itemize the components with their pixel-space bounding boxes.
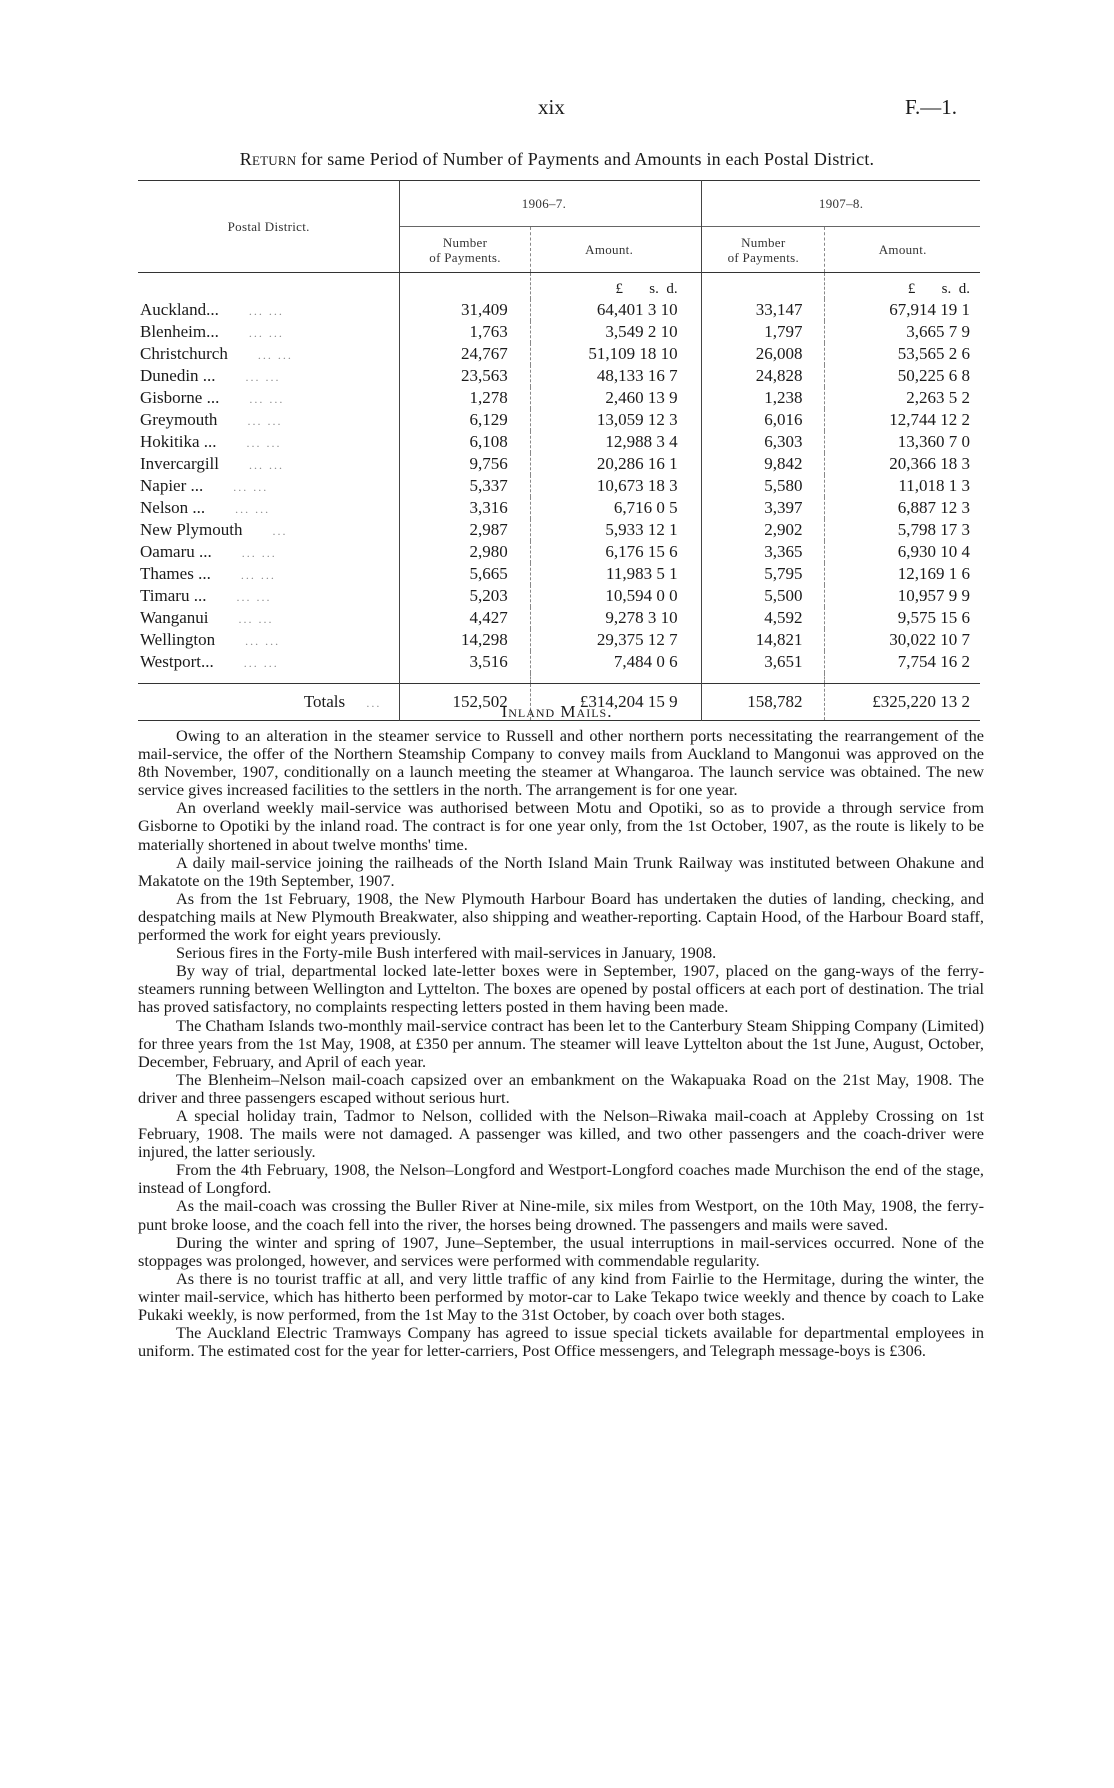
paragraph: As the mail-coach was crossing the Buller River at Nine-mile, six miles from Westport, on the 10th May, 1908, the ferry-punt broke loose, and the coach fell into the river, the horses being drowned. The passengers and mails were saved.	[138, 1196, 984, 1234]
district-name: Dunedin ... ... ...	[140, 366, 281, 385]
amount-1907-8: 20,366 18 3	[825, 453, 980, 475]
paragraph: A special holiday train, Tadmor to Nelson, collided with the Nelson–Riwaka mail-coach at Appleby Crossing on 1st February, 1908. The mails were not damaged. A passenger was killed, and two other passengers and the coach-driver were injured, the latter seriously.	[138, 1105, 984, 1162]
payments-1906-7: 5,337	[400, 475, 530, 497]
table-row	[138, 607, 980, 629]
table-row	[138, 651, 980, 673]
amount-1907-8: 13,360 7 0	[825, 431, 980, 453]
table-title-lead: Return	[239, 149, 297, 169]
column-header-year-1906-7: 1906–7.	[400, 181, 688, 227]
district-name: Timaru ... ... ...	[140, 586, 272, 605]
district-name: Westport... ... ...	[140, 652, 279, 671]
paragraph: The Blenheim–Nelson mail-coach capsized over an embankment on the Wakapuaka Road on the 21st May, 1908. The driver and three passengers escaped without serious hurt.	[138, 1069, 984, 1107]
currency-units-2: £ s. d.	[825, 273, 980, 300]
payments-1906-7: 1,278	[400, 387, 530, 409]
amount-1906-7: 10,673 18 3	[530, 475, 687, 497]
district-label: Timaru ...	[140, 586, 207, 605]
amount-1907-8: 2,263 5 2	[825, 387, 980, 409]
district-label: Westport...	[140, 652, 214, 671]
paragraph: By way of trial, departmental locked late-letter boxes were in September, 1907, placed on the gang-ways of the ferry-steamers running between Wellington and Lyttelton. The boxes are opened by postal officers at each port of destination. The trial has proved satisfactory, no complaints respecting letters posted in them having been made.	[138, 961, 984, 1017]
amount-1906-7: 29,375 12 7	[530, 629, 687, 651]
table-title-rest: for same Period of Number of Payments and Amounts in each Postal District.	[301, 149, 875, 169]
payments-1906-7: 3,516	[400, 651, 530, 673]
payments-1906-7: 31,409	[400, 299, 530, 321]
amount-1907-8: 11,018 1 3	[825, 475, 980, 497]
payments-1907-8: 6,016	[702, 409, 825, 431]
column-header-amount-2: Amount.	[825, 227, 980, 273]
district-label: Napier ...	[140, 476, 204, 495]
amount-1906-7: 6,716 0 5	[530, 497, 687, 519]
paragraph: As from the 1st February, 1908, the New Plymouth Harbour Board has undertaken the duties of landing, checking, and despatching mails at New Plymouth Breakwater, also shipping and weather-reporting. Captain Hood, of the Harbour Board staff, performed the work for eight years previously.	[138, 888, 984, 945]
amount-1906-7: 3,549 2 10	[530, 321, 687, 343]
amount-1907-8: 10,957 9 9	[825, 585, 980, 607]
district-name: Auckland... ... ...	[140, 300, 284, 319]
payments-1906-7: 3,316	[400, 497, 530, 519]
table-row	[138, 343, 980, 365]
total-amount-1907-8: £325,220 13 2	[825, 684, 980, 721]
district-label: Gisborne ...	[140, 388, 220, 407]
payments-1906-7: 4,427	[400, 607, 530, 629]
table-row	[138, 453, 980, 475]
payments-1906-7: 14,298	[400, 629, 530, 651]
column-header-number-payments-1: Number of Payments.	[400, 227, 530, 273]
table-row	[138, 321, 980, 343]
district-label: Auckland...	[140, 300, 219, 319]
amount-1907-8: 12,169 1 6	[825, 563, 980, 585]
payments-1907-8: 9,842	[702, 453, 825, 475]
district-name: Oamaru ... ... ...	[140, 542, 277, 561]
amount-1906-7: 20,286 16 1	[530, 453, 687, 475]
total-payments-1906-7: 152,502	[400, 684, 530, 721]
table-row	[138, 409, 980, 431]
amount-1907-8: 6,930 10 4	[825, 541, 980, 563]
payments-1907-8: 1,238	[702, 387, 825, 409]
table-row	[138, 541, 980, 563]
table-row	[138, 387, 980, 409]
section-title-inland-mails: Inland Mails.	[501, 702, 613, 721]
payments-1907-8: 33,147	[702, 299, 825, 321]
paragraph: Serious fires in the Forty-mile Bush interfered with mail-services in January, 1908.	[176, 943, 717, 963]
payments-1906-7: 23,563	[400, 365, 530, 387]
table-row	[138, 497, 980, 519]
district-name: New Plymouth ...	[140, 520, 288, 539]
table-row	[138, 365, 980, 387]
amount-1906-7: 12,988 3 4	[530, 431, 687, 453]
district-name: Christchurch ... ...	[140, 344, 293, 363]
total-payments-1907-8: 158,782	[702, 684, 825, 721]
amount-1906-7: 11,983 5 1	[530, 563, 687, 585]
table-row	[138, 431, 980, 453]
district-name: Wanganui ... ...	[140, 608, 274, 627]
amount-1907-8: 50,225 6 8	[825, 365, 980, 387]
paragraph: An overland weekly mail-service was authorised between Motu and Opotiki, so as to provide a through service from Gisborne to Opotiki by the inland road. The contract is for one year only, from the 1st October, 1907, as the route is likely to be materially shortened in about twelve months' time.	[138, 798, 984, 854]
district-name: Gisborne ... ... ...	[140, 388, 285, 407]
table-title	[0, 149, 1114, 170]
district-label: Hokitika ...	[140, 432, 217, 451]
amount-1906-7: 6,176 15 6	[530, 541, 687, 563]
table-row	[138, 519, 980, 541]
payments-1907-8: 26,008	[702, 343, 825, 365]
column-header-number-payments-2: Number of Payments.	[702, 227, 825, 273]
district-name: Nelson ... ... ...	[140, 498, 271, 517]
amount-1907-8: 53,565 2 6	[825, 343, 980, 365]
amount-1906-7: 51,109 18 10	[530, 343, 687, 365]
payments-1907-8: 3,365	[702, 541, 825, 563]
paragraph: During the winter and spring of 1907, June–September, the usual interruptions in mail-services occurred. None of the stoppages was prolonged, however, and services were performed with commendable regularity.	[138, 1232, 984, 1270]
postal-district-returns-table	[138, 180, 980, 721]
payments-1906-7: 9,756	[400, 453, 530, 475]
amount-1907-8: 9,575 15 6	[825, 607, 980, 629]
total-amount-1906-7: £314,204 15 9	[530, 684, 687, 721]
amount-1906-7: 48,133 16 7	[530, 365, 687, 387]
inland-mails-text	[138, 727, 984, 1360]
district-name: Napier ... ... ...	[140, 476, 269, 495]
paragraph: The Auckland Electric Tramways Company has agreed to issue special tickets available for departmental employees in uniform. The estimated cost for the year for letter-carriers, Post Office messengers, and Telegraph message-boys is £306.	[138, 1323, 984, 1361]
amount-1906-7: 7,484 0 6	[530, 651, 687, 673]
table-row	[138, 563, 980, 585]
paragraph: From the 4th February, 1908, the Nelson–Longford and Westport-Longford coaches made Murchison the end of the stage, instead of Longford.	[138, 1160, 984, 1198]
payments-1907-8: 14,821	[702, 629, 825, 651]
paragraph: The Chatham Islands two-monthly mail-service contract has been let to the Canterbury Steam Shipping Company (Limited) for three years from the 1st May, 1908, at £350 per annum. The steamer will leave Lyttelton about the 1st June, August, October, December, February, and April of each year.	[138, 1015, 984, 1071]
district-label: Invercargill	[140, 454, 219, 473]
district-label: Nelson ...	[140, 498, 206, 517]
payments-1907-8: 4,592	[702, 607, 825, 629]
district-name: Blenheim... ... ...	[140, 322, 284, 341]
totals-label: Totals ...	[138, 684, 400, 721]
payments-1906-7: 2,980	[400, 541, 530, 563]
table-row	[138, 585, 980, 607]
table-row	[138, 299, 980, 321]
payments-1907-8: 3,651	[702, 651, 825, 673]
page-number: xix	[538, 95, 565, 119]
district-label: Christchurch	[140, 344, 228, 363]
payments-1907-8: 2,902	[702, 519, 825, 541]
district-label: Wanganui	[140, 608, 209, 627]
amount-1907-8: 12,744 12 2	[825, 409, 980, 431]
district-label: Greymouth	[140, 410, 218, 429]
payments-1906-7: 5,203	[400, 585, 530, 607]
amount-1906-7: 2,460 13 9	[530, 387, 687, 409]
page-header	[0, 95, 1114, 129]
amount-1906-7: 13,059 12 3	[530, 409, 687, 431]
district-name: Invercargill ... ...	[140, 454, 284, 473]
table-body	[138, 273, 980, 674]
payments-1906-7: 2,987	[400, 519, 530, 541]
payments-1907-8: 1,797	[702, 321, 825, 343]
amount-1907-8: 3,665 7 9	[825, 321, 980, 343]
amount-1907-8: 30,022 10 7	[825, 629, 980, 651]
payments-1907-8: 3,397	[702, 497, 825, 519]
table-row	[138, 629, 980, 651]
district-name: Wellington ... ...	[140, 630, 281, 649]
district-label: Oamaru ...	[140, 542, 212, 561]
payments-1907-8: 5,500	[702, 585, 825, 607]
district-name: Hokitika ... ... ...	[140, 432, 282, 451]
payments-1907-8: 6,303	[702, 431, 825, 453]
amount-1906-7: 5,933 12 1	[530, 519, 687, 541]
amount-1907-8: 6,887 12 3	[825, 497, 980, 519]
payments-1906-7: 6,108	[400, 431, 530, 453]
payments-1906-7: 1,763	[400, 321, 530, 343]
column-header-year-1907-8: 1907–8.	[702, 181, 980, 227]
table-row	[138, 475, 980, 497]
payments-1907-8: 5,580	[702, 475, 825, 497]
payments-1906-7: 24,767	[400, 343, 530, 365]
amount-1907-8: 5,798 17 3	[825, 519, 980, 541]
payments-1907-8: 5,795	[702, 563, 825, 585]
payments-1906-7: 6,129	[400, 409, 530, 431]
district-label: Wellington	[140, 630, 216, 649]
document-reference: F.—1.	[905, 95, 957, 119]
currency-units-1: £ s. d.	[530, 273, 687, 300]
district-label: Thames ...	[140, 564, 211, 583]
district-label: Dunedin ...	[140, 366, 216, 385]
district-label: New Plymouth	[140, 520, 243, 539]
district-name: Greymouth ... ...	[140, 410, 283, 429]
paragraph: A daily mail-service joining the railheads of the North Island Main Trunk Railway was instituted between Ohakune and Makatote on the 19th September, 1907.	[138, 852, 984, 890]
amount-1906-7: 9,278 3 10	[530, 607, 687, 629]
column-header-amount-1: Amount.	[530, 227, 687, 273]
paragraph: As there is no tourist traffic at all, and very little traffic of any kind from Fairlie to the Hermitage, during the winter, the winter mail-service, which has hitherto been performed by motor-car to Lake Tekapo twice weekly and thence by coach to Lake Pukaki weekly, is now performed, from the 1st May to the 31st October, by coach over both stages.	[138, 1268, 984, 1324]
currency-units-row	[138, 273, 980, 300]
district-name: Thames ... ... ...	[140, 564, 276, 583]
payments-1907-8: 24,828	[702, 365, 825, 387]
amount-1907-8: 7,754 16 2	[825, 651, 980, 673]
district-label: Blenheim...	[140, 322, 219, 341]
amount-1906-7: 64,401 3 10	[530, 299, 687, 321]
paragraph: Owing to an alteration in the steamer service to Russell and other northern ports necessitating the rearrangement of the mail-service, the offer of the Northern Steamship Company to convey mails from Auckland to Mangonui was approved on the 8th November, 1907, conditionally on a launch meeting the steamer at Whangaroa. The launch service was obtained. The new service gives increased facilities to the settlers in the north. The arrangement is for one year.	[138, 726, 984, 800]
amount-1907-8: 67,914 19 1	[825, 299, 980, 321]
column-header-postal-district: Postal District.	[138, 181, 400, 273]
payments-1906-7: 5,665	[400, 563, 530, 585]
amount-1906-7: 10,594 0 0	[530, 585, 687, 607]
